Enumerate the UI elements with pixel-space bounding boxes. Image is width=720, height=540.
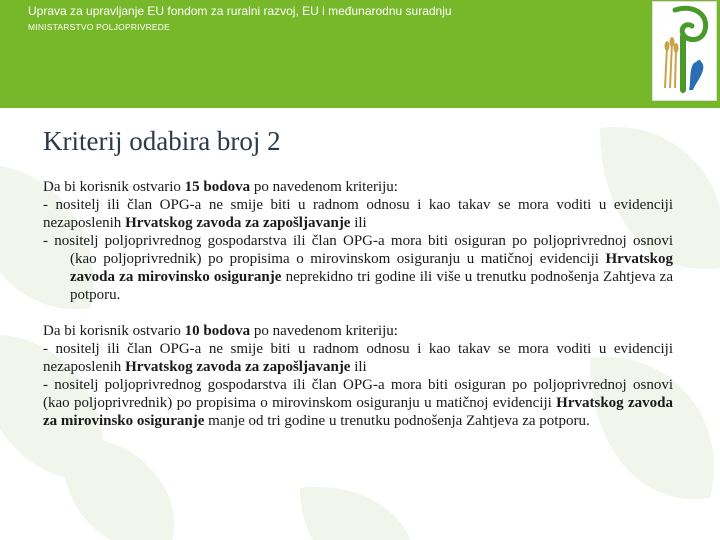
header-title: Uprava za upravljanje EU fondom za ruralni razvoj, EU i međunarodnu suradnju [28,4,452,18]
item-text-end: ili [350,215,367,231]
spacer [43,304,673,322]
intro-text: Da bi korisnik ostvario [43,179,185,195]
section2-item1 [43,340,673,376]
institution-highlight: Hrvatskog zavoda za mirovinsko osiguranje [43,395,673,429]
ministry-logo-icon [652,1,717,101]
item-text: - nositelj poljoprivrednog gospodarstva ili član OPG-a mora biti osiguran po poljoprivrednoj osnovi (kao poljoprivrednik) po propisima o mirovinskom osiguranju u matičnoj evidenciji [43,233,673,267]
section2-intro [43,322,673,340]
institution-highlight: Hrvatskog zavoda za zapošljavanje [125,359,351,375]
item-text-end: manje od tri godine u trenutku podnošenja Zahtjeva za potporu. [204,413,590,429]
page-title: Kriterij odabira broj 2 [43,126,281,156]
section-10-points [43,322,673,430]
header-bar [0,0,720,108]
item-text-end: neprekidno tri godine ili više u trenutku podnošenja Zahtjeva za potporu. [70,269,673,303]
section1-item2 [43,232,673,304]
points-highlight: 10 bodova [184,323,251,339]
intro-text: Da bi korisnik ostvario [43,323,185,339]
intro-text-end: po navedenom kriteriju: [250,179,398,195]
institution-highlight: Hrvatskog zavoda za mirovinsko osiguranje [70,251,673,285]
item-text-end: ili [350,359,367,375]
logo-graphic [653,2,716,100]
header-subtitle: MINISTARSTVO POLJOPRIVREDE [28,22,171,32]
item-text: - nositelj ili član OPG-a ne smije biti u radnom odnosu i kao takav se mora voditi u evidenciji nezaposlenih [43,341,673,375]
item-text: - nositelj poljoprivrednog gospodarstva ili član OPG-a mora biti osiguran po poljoprivrednoj osnovi (kao poljoprivrednik) po propisima o mirovinskom osiguranju u matičnoj evidenciji [43,377,673,411]
section1-item1 [43,196,673,232]
section-15-points [43,178,673,304]
item-text: - nositelj ili član OPG-a ne smije biti u radnom odnosu i kao takav se mora voditi u evidenciji nezaposlenih [43,197,673,231]
intro-text-end: po navedenom kriteriju: [250,323,398,339]
content [43,128,673,430]
section1-intro [43,178,673,196]
section2-item2 [43,376,673,430]
points-highlight: 15 bodova [184,179,251,195]
institution-highlight: Hrvatskog zavoda za zapošljavanje [125,215,351,231]
